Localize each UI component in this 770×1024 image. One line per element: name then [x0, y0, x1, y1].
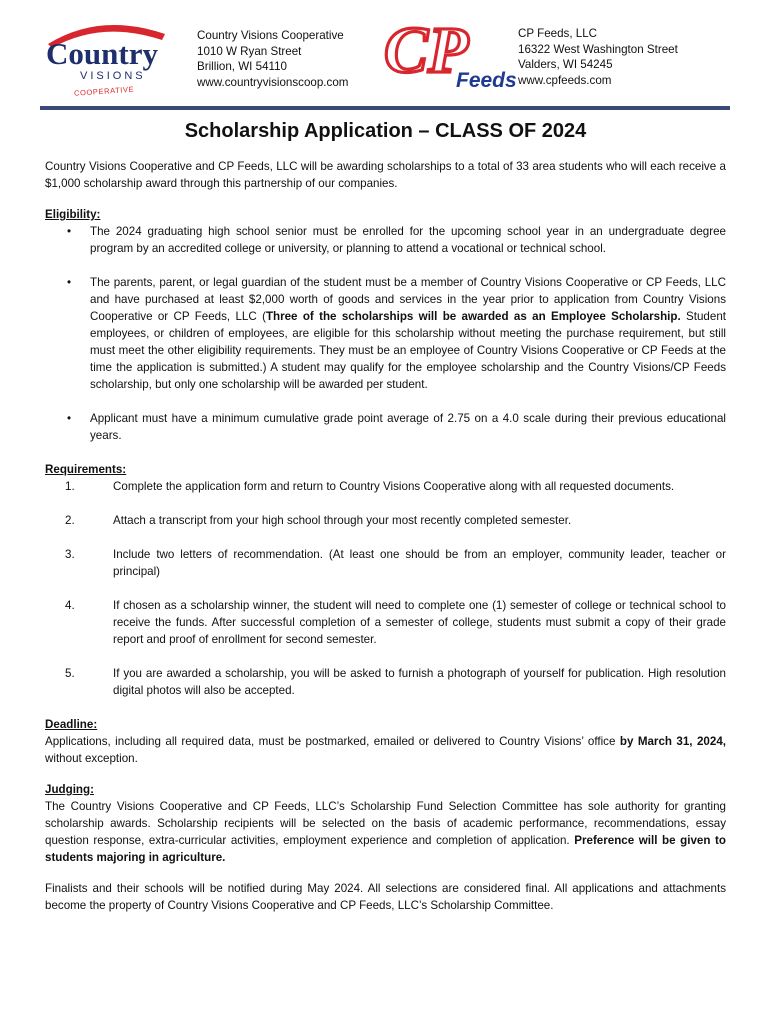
item-number: 1. — [65, 480, 75, 493]
letterhead — [0, 0, 770, 112]
requirement-text: Attach a transcript from your high school through your most recently completed semester. — [113, 514, 572, 527]
cp-feeds-address — [518, 26, 678, 88]
item-number: 4. — [65, 599, 75, 612]
requirement-text: Include two letters of recommendation. (At least one should be from an employer, community leader, teacher or principal) — [113, 548, 726, 578]
deadline-text: Applications, including all required data, must be postmarked, emailed or delivered to Country Visions’ office — [45, 735, 620, 748]
eligibility-item-3: Applicant must have a minimum cumulative grade point average of 2.75 on a 4.0 scale during their previous educational years. — [90, 412, 726, 442]
deadline-date: by March 31, 2024, — [619, 735, 726, 748]
cv-logo-word2: VISIONS — [80, 70, 146, 82]
list-item — [45, 410, 726, 444]
page-title: Scholarship Application – CLASS OF 2024 — [184, 120, 587, 142]
finalists-paragraph: Finalists and their schools will be notified during May 2024. All selections are considered final. All applications and attachments become the property of Country Visions Cooperative and CP Feeds, LLC’s Scholarship Committee. — [45, 882, 726, 912]
eligibility-list — [45, 223, 726, 444]
country-visions-address — [197, 28, 348, 90]
list-item — [45, 665, 726, 699]
cv-address-line: Brillion, WI 54110 — [197, 60, 287, 73]
eligibility-item-2a: The parents, parent, or legal guardian of the student must be a member of Country Visions Cooperative or CP Feeds, LLC and have purchased at least $2,000 worth of goods and services in the year prior to application from Country Visions Cooperative or CP Feeds, LLC ( — [90, 276, 726, 323]
cp-address-line: Valders, WI 54245 — [518, 58, 613, 71]
employee-scholarship-note: Three of the scholarships will be awarded as an Employee Scholarship. — [265, 310, 681, 323]
deadline-text-end: without exception. — [45, 752, 138, 765]
country-visions-logo — [40, 14, 170, 100]
cp-feeds-logo — [384, 14, 517, 92]
cv-logo-word1: Country — [46, 36, 158, 71]
deadline-paragraph — [45, 733, 726, 767]
list-item — [45, 223, 726, 257]
judging-paragraph — [45, 798, 726, 866]
judging-text: The Country Visions Cooperative and CP Feeds, LLC’s Scholarship Fund Selection Committee has sole authority for granting scholarship awards. Scholarship recipients will be selected on the basis of academic performance, recommendations, essay question response, extra-curricular activities, employment experience and completion of application. — [45, 800, 726, 847]
judging-heading: Judging: — [45, 783, 94, 796]
eligibility-item-2b: Student employees, or children of employees, are eligible for this scholarship without meeting the purchase requirement, but still must meet the other eligibility requirements. They must be an employee of Country Visions Cooperative or CP Feeds at the time the application is submitted.) A student may qualify for the employee scholarship and the Country Visions/CP Feeds scholarship, but only one scholarship will be awarded per student. — [90, 310, 726, 391]
requirement-text: If chosen as a scholarship winner, the student will need to complete one (1) semester of college or technical school to receive the funds. After successful completion of a semester of college, students must submit a copy of their grade report and proof of enrollment for second semester. — [113, 599, 726, 646]
bullet: • — [67, 412, 72, 425]
list-item — [45, 512, 726, 529]
cp-logo-letters: CP — [384, 14, 469, 87]
cv-address-line: Country Visions Cooperative — [197, 29, 344, 42]
cp-address-line: 16322 West Washington Street — [518, 42, 678, 56]
bullet: • — [67, 225, 72, 238]
cp-logo-word: Feeds — [456, 69, 517, 92]
cv-logo-word3: COOPERATIVE — [73, 84, 135, 98]
agriculture-preference: Preference will be given to students majoring in agriculture. — [45, 834, 726, 864]
cv-website: www.countryvisionscoop.com — [197, 75, 349, 89]
requirement-text: Complete the application form and return to Country Visions Cooperative along with all requested documents. — [113, 480, 675, 493]
cv-address-line: 1010 W Ryan Street — [197, 44, 302, 58]
item-number: 2. — [65, 514, 75, 527]
document-body — [45, 118, 726, 914]
deadline-heading: Deadline: — [45, 718, 98, 731]
cp-address-line: CP Feeds, LLC — [518, 27, 598, 40]
eligibility-item-1: The 2024 graduating high school senior must be enrolled for the upcoming school year in an undergraduate degree program by an accredited college or university, or planning to attend a vocational or technical school. — [90, 225, 726, 255]
item-number: 3. — [65, 548, 75, 561]
cp-website: www.cpfeeds.com — [518, 73, 612, 87]
intro-paragraph: Country Visions Cooperative and CP Feeds, LLC will be awarding scholarships to a total of 33 area students who will each receive a $1,000 scholarship award through this partnership of our companies. — [45, 160, 726, 190]
header-divider — [40, 106, 730, 110]
requirements-heading: Requirements: — [45, 463, 127, 476]
item-number: 5. — [65, 667, 75, 680]
requirements-list — [45, 478, 726, 699]
list-item — [45, 274, 726, 393]
bullet: • — [67, 276, 72, 289]
list-item — [45, 546, 726, 580]
list-item — [45, 597, 726, 648]
requirement-text: If you are awarded a scholarship, you will be asked to furnish a photograph of yourself for publication. High resolution digital photos will also be accepted. — [113, 667, 726, 697]
list-item — [45, 478, 726, 495]
eligibility-heading: Eligibility: — [45, 208, 101, 221]
